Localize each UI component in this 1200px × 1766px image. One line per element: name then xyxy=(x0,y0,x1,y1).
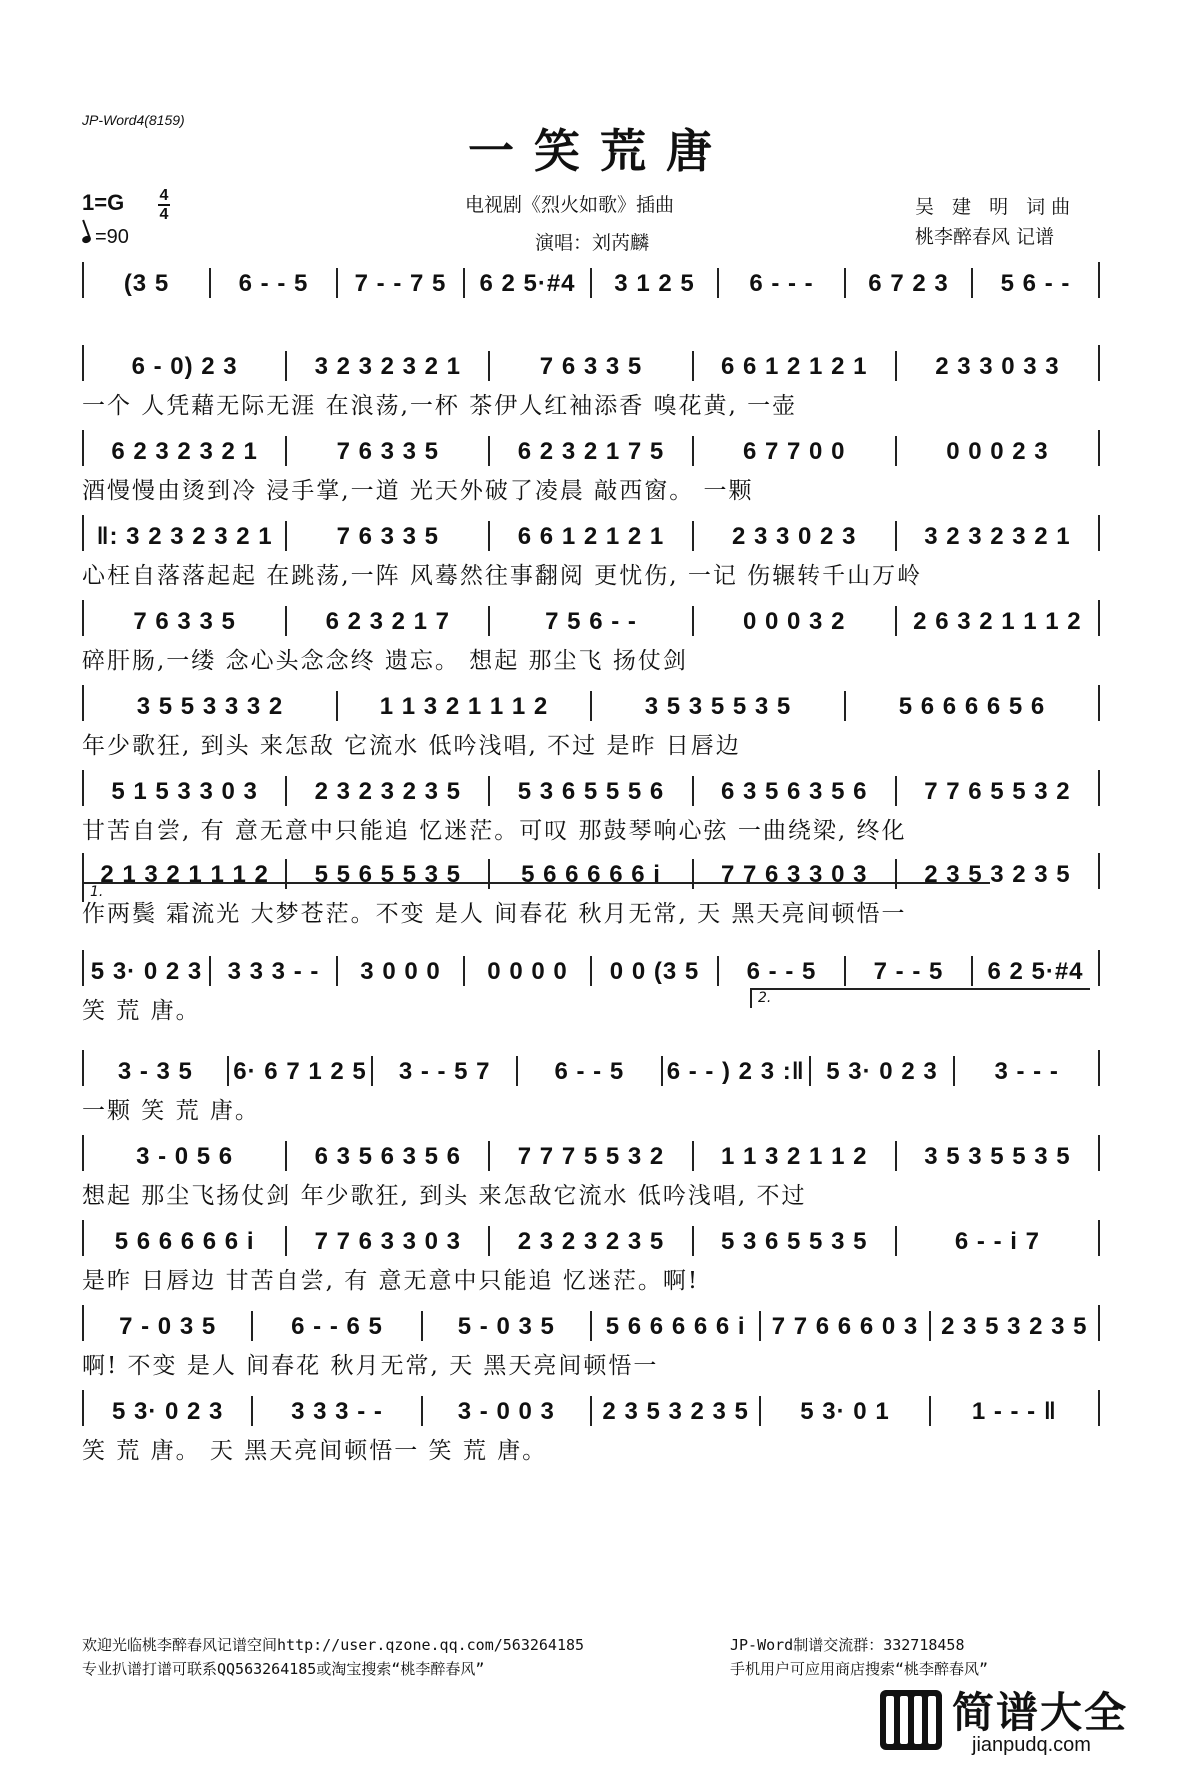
measure xyxy=(373,1056,518,1086)
measure-notes: 6· 6 7 1 2 5 xyxy=(233,1058,367,1085)
tempo-value: =90 xyxy=(95,226,129,248)
measure-notes: 7 5 6 - - xyxy=(545,608,637,635)
measure-notes: 6 2 3 2 1 7 xyxy=(325,608,451,635)
time-signature xyxy=(158,188,170,222)
lyric-line: 酒慢慢由烫到冷 浸手掌,一道 光天外破了凌晨 敲西窗。 一颗 xyxy=(82,478,754,504)
software-label: JP-Word4(8159) xyxy=(82,112,185,128)
lyric-line: 一个 人凭藉无际无涯 在浪荡,一杯 茶伊人红袖添香 嗅花黄, 一壶 xyxy=(82,393,798,419)
measure-notes: 5 6 - - xyxy=(1000,270,1071,297)
measure xyxy=(592,1311,761,1341)
measure-notes: 6 6 1 2 1 2 1 xyxy=(517,523,665,550)
measure xyxy=(490,606,693,636)
measure-notes: 5 5 6 5 5 3 5 xyxy=(314,861,462,888)
measure-notes: 3 2 3 2 3 2 1 xyxy=(314,353,462,380)
score-system xyxy=(82,345,1100,381)
measure-notes: 3 5 3 5 5 3 5 xyxy=(924,1143,1071,1170)
measure xyxy=(897,436,1098,466)
score-system xyxy=(82,770,1100,806)
measure xyxy=(423,1311,592,1341)
measure xyxy=(846,268,973,298)
measure xyxy=(287,351,490,381)
measure xyxy=(694,351,897,381)
measure xyxy=(84,436,287,466)
measure-notes: 2 3 2 3 2 3 5 xyxy=(517,1228,665,1255)
measure xyxy=(694,436,897,466)
measure xyxy=(465,956,592,986)
piano-keys-icon xyxy=(880,1690,942,1750)
measure xyxy=(931,1396,1098,1426)
singer: 演唱：刘芮麟 xyxy=(535,232,650,254)
measure xyxy=(84,776,287,806)
measure xyxy=(287,436,490,466)
measure xyxy=(211,956,338,986)
measure-notes: 3 - 0 0 3 xyxy=(457,1398,555,1425)
measure-notes: 3 1 2 5 xyxy=(614,270,695,297)
measure-notes: 6 2 3 2 3 2 1 xyxy=(111,438,258,465)
measure xyxy=(423,1396,592,1426)
measure-notes: 3 2 3 2 3 2 1 xyxy=(924,523,1071,550)
measure xyxy=(719,956,846,986)
footer-line-2-right: 手机用户可应用商店搜索“桃李醉春风” xyxy=(730,1660,989,1678)
measure-notes: 7 - - 5 xyxy=(873,958,944,985)
score-system xyxy=(82,1220,1100,1256)
measure-notes: 7 7 6 3 3 0 3 xyxy=(314,1228,462,1255)
measure xyxy=(490,1141,693,1171)
measure xyxy=(897,521,1098,551)
measure xyxy=(287,1141,490,1171)
volta-1: 1. xyxy=(82,882,990,902)
footer-line-2-left: 专业扒谱打谱可联系QQ563264185或淘宝搜索“桃李醉春风” xyxy=(82,1660,485,1678)
subtitle: 电视剧《烈火如歌》插曲 xyxy=(465,194,675,216)
volta-2: 2. xyxy=(750,988,1090,1008)
measure xyxy=(287,776,490,806)
measure xyxy=(592,1396,761,1426)
measure xyxy=(287,521,490,551)
footer-line-1-left: 欢迎光临桃李醉春风记谱空间http://user.qzone.qq.com/563264185 xyxy=(82,1636,585,1654)
measure-notes: 1 - - - ‖ xyxy=(971,1398,1057,1425)
measure-notes: 5 3 6 5 5 5 6 xyxy=(517,778,665,805)
measure xyxy=(229,1056,374,1086)
measure xyxy=(338,268,465,298)
score-system xyxy=(82,685,1100,721)
transcriber: 桃李醉春风 记谱 xyxy=(915,226,1055,248)
measure-notes: 3 - 3 5 xyxy=(117,1058,193,1085)
measure-notes: 6 2 3 2 1 7 5 xyxy=(517,438,665,465)
measure-notes: 2 3 5 3 2 3 5 xyxy=(941,1313,1088,1340)
measure-notes: 3 - - - xyxy=(994,1058,1059,1085)
measure xyxy=(694,606,897,636)
measure xyxy=(84,268,211,298)
measure xyxy=(287,606,490,636)
lyric-line: 笑 荒 唐。 xyxy=(82,998,201,1024)
measure xyxy=(84,1396,253,1426)
measure xyxy=(663,1056,811,1086)
measure-notes: 3 5 3 5 5 3 5 xyxy=(644,693,792,720)
lyric-line: 作两鬓 霜流光 大梦苍茫。不变 是人 间春花 秋月无常, 天 黑天亮间顿悟一 xyxy=(82,901,907,927)
lyric-line: 年少歌狂, 到头 来怎敌 它流水 低吟浅唱, 不过 是昨 日唇边 xyxy=(82,733,741,759)
measure-notes: 6 - - ) 2 3 :‖ xyxy=(666,1058,805,1085)
composer: 吴 建 明 词曲 xyxy=(915,196,1077,218)
measure-notes: 6 - - 5 xyxy=(746,958,817,985)
logo-title: 简谱大全 xyxy=(952,1688,1129,1737)
measure xyxy=(897,606,1098,636)
measure-notes: 5 3· 0 2 3 xyxy=(826,1058,938,1085)
song-title: 一笑荒唐 xyxy=(468,124,732,178)
measure-notes: 6 - - 6 5 xyxy=(291,1313,383,1340)
measure xyxy=(592,268,719,298)
measure xyxy=(846,691,1098,721)
measure xyxy=(84,956,211,986)
measure xyxy=(694,1226,897,1256)
measure xyxy=(338,956,465,986)
measure-notes: 2 3 3 0 2 3 xyxy=(731,523,857,550)
measure-notes: 6 7 7 0 0 xyxy=(743,438,846,465)
measure-notes: 5 6 6 6 6 6 i xyxy=(605,1313,746,1340)
measure-notes: 2 3 3 0 3 3 xyxy=(935,353,1060,380)
measure xyxy=(84,1056,229,1086)
measure xyxy=(253,1396,422,1426)
measure-notes: 6 2 5·#4 xyxy=(479,270,576,297)
measure xyxy=(84,351,287,381)
measure-notes: 5 - 0 3 5 xyxy=(457,1313,555,1340)
measure xyxy=(465,268,592,298)
measure-notes: 5 3· 0 2 3 xyxy=(90,958,203,985)
measure xyxy=(973,956,1098,986)
tempo-mark xyxy=(82,226,129,249)
measure xyxy=(761,1396,930,1426)
measure-notes: 6 3 5 6 3 5 6 xyxy=(720,778,868,805)
measure xyxy=(84,1141,287,1171)
measure-notes: 2 6 3 2 1 1 1 2 xyxy=(913,608,1082,635)
meter-bottom: 4 xyxy=(159,206,169,223)
measure xyxy=(694,1141,897,1171)
measure xyxy=(955,1056,1098,1086)
measure-notes: 5 3· 0 1 xyxy=(800,1398,890,1425)
measure xyxy=(287,1226,490,1256)
measure xyxy=(84,1311,253,1341)
meter-top: 4 xyxy=(159,187,169,204)
measure-notes: (3 5 xyxy=(123,270,170,297)
measure-notes: 5 6 6 6 6 6 i xyxy=(521,861,661,888)
measure-notes: 5 3· 0 2 3 xyxy=(111,1398,224,1425)
measure xyxy=(973,268,1098,298)
lyric-line: 碎肝肠,一缕 念心头念念终 遗忘。 想起 那尘飞 扬仗剑 xyxy=(82,648,688,674)
measure xyxy=(84,521,287,551)
score-system xyxy=(82,1390,1100,1426)
measure-notes: 6 - - 5 xyxy=(238,270,309,297)
measure-notes: 7 6 3 3 5 xyxy=(336,438,440,465)
measure xyxy=(211,268,338,298)
footer-line-1-right: JP-Word制谱交流群：332718458 xyxy=(730,1636,965,1654)
measure-notes: 1 1 3 2 1 1 2 xyxy=(720,1143,868,1170)
lyric-line: 笑 荒 唐。 天 黑天亮间顿悟一 笑 荒 唐。 xyxy=(82,1438,548,1464)
measure xyxy=(931,1311,1098,1341)
lyric-line: 心枉自落落起起 在跳荡,一阵 风蓦然往事翻阅 更忧伤, 一记 伤辗转千山万岭 xyxy=(82,563,923,589)
measure xyxy=(897,351,1098,381)
measure-notes: 7 - 0 3 5 xyxy=(119,1313,217,1340)
measure-notes: 6 - - - xyxy=(749,270,814,297)
score-system xyxy=(82,1305,1100,1341)
score-system xyxy=(82,600,1100,636)
measure xyxy=(694,521,897,551)
measure xyxy=(84,606,287,636)
measure xyxy=(719,268,846,298)
measure-notes: 7 7 6 5 5 3 2 xyxy=(924,778,1071,805)
measure-notes: 3 - - 5 7 xyxy=(398,1058,491,1085)
measure-notes: 7 6 3 3 5 xyxy=(336,523,440,550)
measure xyxy=(761,1311,930,1341)
lyric-line: 甘苦自尝, 有 意无意中只能追 忆迷茫。可叹 那鼓琴响心弦 一曲绕梁, 终化 xyxy=(82,818,907,844)
measure xyxy=(518,1056,663,1086)
score-system xyxy=(82,1050,1100,1086)
measure-notes: ‖: 3 2 3 2 3 2 1 xyxy=(96,523,273,550)
measure xyxy=(84,691,338,721)
score-system xyxy=(82,1135,1100,1171)
measure-notes: 1 1 3 2 1 1 1 2 xyxy=(379,693,549,720)
score-system xyxy=(82,515,1100,551)
lyric-line: 是昨 日唇边 甘苦自尝, 有 意无意中只能追 忆迷茫。啊! xyxy=(82,1268,700,1294)
key-signature: 1=G xyxy=(82,190,125,215)
measure-notes: 3 5 5 3 3 3 2 xyxy=(136,693,284,720)
measure xyxy=(897,1226,1098,1256)
measure-notes: 5 6 6 6 6 5 6 xyxy=(898,693,1046,720)
measure-notes: 2 3 2 3 2 3 5 xyxy=(314,778,462,805)
measure xyxy=(338,691,592,721)
measure xyxy=(592,956,719,986)
measure-notes: 0 0 0 2 3 xyxy=(946,438,1049,465)
measure-notes: 3 3 3 - - xyxy=(227,958,320,985)
measure-notes: 7 6 3 3 5 xyxy=(133,608,236,635)
measure-notes: 3 0 0 0 xyxy=(360,958,441,985)
score-system xyxy=(82,950,1100,986)
measure xyxy=(897,776,1098,806)
measure-notes: 5 6 6 6 6 6 i xyxy=(114,1228,255,1255)
measure-notes: 2 3 5 3 2 3 5 xyxy=(924,861,1071,888)
measure-notes: 3 - 0 5 6 xyxy=(136,1143,234,1170)
lyric-line: 啊! 不变 是人 间春花 秋月无常, 天 黑天亮间顿悟一 xyxy=(82,1353,659,1379)
site-logo xyxy=(880,1680,1180,1756)
measure-notes: 7 7 6 3 3 0 3 xyxy=(720,861,868,888)
measure-notes: 6 - - 5 xyxy=(554,1058,625,1085)
measure-notes: 6 3 5 6 3 5 6 xyxy=(314,1143,462,1170)
measure xyxy=(694,776,897,806)
lyric-line: 想起 那尘飞扬仗剑 年少歌狂, 到头 来怎敌它流水 低吟浅唱, 不过 xyxy=(82,1183,807,1209)
measure-notes: 6 - 0) 2 3 xyxy=(131,353,238,380)
score-system xyxy=(82,430,1100,466)
measure-notes: 3 3 3 - - xyxy=(291,1398,383,1425)
measure-notes: 7 6 3 3 5 xyxy=(539,353,643,380)
measure-notes: 0 0 (3 5 xyxy=(609,958,700,985)
measure xyxy=(490,521,693,551)
logo-url: jianpudq.com xyxy=(972,1734,1091,1756)
measure xyxy=(84,1226,287,1256)
measure-notes: 5 3 6 5 5 3 5 xyxy=(720,1228,868,1255)
measure xyxy=(846,956,973,986)
measure-notes: 2 1 3 2 1 1 1 2 xyxy=(100,861,269,888)
measure xyxy=(897,1141,1098,1171)
measure-notes: 7 - - 7 5 xyxy=(354,270,447,297)
measure xyxy=(253,1311,422,1341)
measure-notes: 6 7 2 3 xyxy=(868,270,949,297)
lyric-line: 一颗 笑 荒 唐。 xyxy=(82,1098,260,1124)
measure-notes: 7 7 6 6 6 0 3 xyxy=(771,1313,919,1340)
measure-notes: 6 6 1 2 1 2 1 xyxy=(720,353,868,380)
measure xyxy=(490,351,693,381)
measure-notes: 0 0 0 3 2 xyxy=(743,608,846,635)
measure-notes: 6 - - i 7 xyxy=(954,1228,1040,1255)
measure-notes: 7 7 7 5 5 3 2 xyxy=(517,1143,665,1170)
measure xyxy=(490,776,693,806)
measure xyxy=(490,436,693,466)
measure-notes: 2 3 5 3 2 3 5 xyxy=(602,1398,749,1425)
measure xyxy=(811,1056,956,1086)
measure xyxy=(490,1226,693,1256)
measure-notes: 6 2 5·#4 xyxy=(987,958,1084,985)
measure-notes: 5 1 5 3 3 0 3 xyxy=(111,778,258,805)
measure-notes: 0 0 0 0 xyxy=(487,958,568,985)
measure xyxy=(592,691,846,721)
score-system xyxy=(82,262,1100,298)
quarter-note-icon xyxy=(81,235,92,245)
